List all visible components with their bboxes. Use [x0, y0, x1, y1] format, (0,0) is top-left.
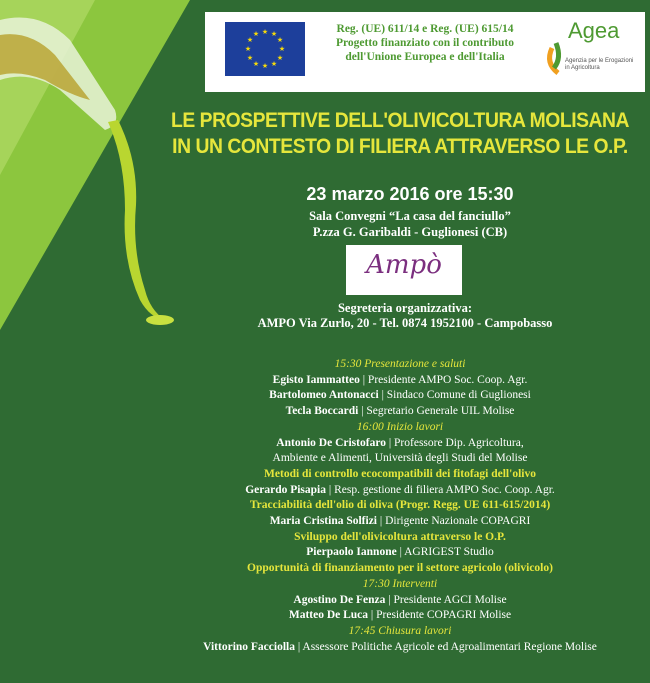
svg-text:★: ★	[278, 45, 286, 53]
speaker-role: Dirigente Nazionale COPAGRI	[385, 515, 531, 528]
speaker-role: AGRIGEST Studio	[404, 546, 494, 559]
organizer-info	[200, 301, 610, 331]
speaker-row: Matteo De Luca | Presidente COPAGRI Molise	[288, 609, 512, 622]
svg-text:★: ★	[246, 36, 254, 44]
talk-topic: Opportunità di finanziamento per il settore agricolo (olivicolo)	[247, 562, 553, 575]
speaker-role: Resp. gestione di filiera AMPO Soc. Coop. Agr.	[334, 483, 555, 496]
speaker-row: Antonio De Cristofaro | Professore Dip. Agricoltura,	[276, 436, 524, 449]
svg-text:★: ★	[261, 28, 269, 36]
talk-topic: Sviluppo dell'olivicoltura attraverso le O.P.	[294, 530, 506, 543]
speaker-role-cont: Ambiente e Alimenti, Università degli Studi del Molise	[272, 452, 528, 465]
speaker-row: Vittorino Facciolla | Assessore Politiche Agricole ed Agroalimentari Regione Molise	[203, 640, 597, 653]
title-line-1: LE PROSPETTIVE DELL'OLIVICOLTURA MOLISANA	[170, 109, 630, 132]
eu-flag-icon	[225, 22, 305, 76]
svg-text:★: ★	[276, 54, 284, 62]
speaker-row: Gerardo Pisapia | Resp. gestione di filiera AMPO Soc. Coop. Agr.	[245, 483, 555, 496]
speaker-row: Agostino De Fenza | Presidente AGCI Molise	[293, 593, 507, 606]
agea-subtitle: Agenzia per le Erogazioni in Agricoltura	[565, 58, 634, 71]
talk-topic: Metodi di controllo ecocompatibili dei fitofagi dell'olivo	[264, 467, 536, 480]
reg-line-3: dell'Unione Europea e dell'Italia	[345, 51, 505, 63]
program-time: 16:00 Inizio lavori	[356, 420, 444, 433]
speaker-role: Assessore Politiche Agricole ed Agroalimentari Regione Molise	[302, 640, 597, 653]
speaker-name: Matteo De Luca	[288, 609, 369, 622]
reg-line-1: Reg. (UE) 611/14 e Reg. (UE) 615/14	[336, 23, 514, 35]
program-time: 15:30 Presentazione e saluti	[334, 358, 466, 370]
page-title	[170, 108, 630, 160]
svg-text:★: ★	[252, 60, 260, 68]
speaker-row: Maria Cristina Solfizi | Dirigente Nazionale COPAGRI	[269, 515, 531, 528]
speaker-name: Antonio De Cristofaro	[276, 436, 386, 449]
ampo-logo-text: Ampò	[366, 250, 442, 280]
speaker-role: Presidente AMPO Soc. Coop. Agr.	[367, 373, 528, 386]
venue-line-2: P.zza G. Garibaldi - Guglionesi (CB)	[312, 225, 508, 239]
reg-line-2: Progetto finanziato con il contributo	[335, 37, 515, 49]
speaker-role: Presidente COPAGRI Molise	[376, 609, 512, 622]
speaker-role: Segretario Generale UIL Molise	[366, 405, 515, 418]
speaker-role: Professore Dip. Agricoltura,	[394, 436, 524, 449]
event-venue	[220, 208, 600, 240]
program-time: 17:45 Chiusura lavori	[348, 624, 452, 637]
speaker-row: Bartolomeo Antonacci | Sindaco Comune di Guglionesi	[269, 389, 531, 402]
svg-text:★: ★	[270, 60, 278, 68]
speaker-role: Sindaco Comune di Guglionesi	[386, 389, 531, 402]
speaker-role: Presidente AGCI Molise	[393, 593, 507, 606]
title-line-2: IN UN CONTESTO DI FILIERA ATTRAVERSO LE O.P.	[172, 135, 628, 158]
speaker-name: Pierpaolo Iannone	[306, 546, 397, 559]
talk-topic: Tracciabilità dell'olio di oliva (Progr. Regg. UE 611-615/2014)	[249, 499, 551, 512]
program-time: 17:30 Interventi	[362, 577, 438, 590]
segreteria-contact: AMPO Via Zurlo, 20 - Tel. 0874 1952100 - Campobasso	[257, 316, 553, 330]
svg-text:★: ★	[244, 45, 252, 53]
program	[150, 357, 650, 655]
speaker-name: Gerardo Pisapia	[245, 483, 327, 496]
svg-text:★: ★	[261, 62, 269, 70]
speaker-name: Maria Cristina Solfizi	[269, 515, 378, 528]
speaker-name: Bartolomeo Antonacci	[269, 389, 379, 402]
svg-text:★: ★	[270, 30, 278, 38]
funding-notice	[315, 22, 535, 64]
event-date: 23 marzo 2016 ore 15:30	[306, 184, 514, 204]
speaker-name: Egisto Iammatteo	[272, 373, 360, 386]
agea-name: Agea	[568, 18, 620, 43]
speaker-name: Tecla Boccardi	[285, 405, 359, 418]
svg-text:★: ★	[276, 36, 284, 44]
speaker-row: Pierpaolo Iannone | AGRIGEST Studio	[306, 546, 494, 559]
svg-text:★: ★	[246, 54, 254, 62]
segreteria-label: Segreteria organizzativa:	[337, 301, 473, 315]
svg-text:★: ★	[252, 30, 260, 38]
speaker-row: Tecla Boccardi | Segretario Generale UIL Molise	[285, 405, 515, 418]
venue-line-1: Sala Convegni “La casa del fanciullo”	[309, 209, 511, 223]
speaker-row: Egisto Iammatteo | Presidente AMPO Soc. Coop. Agr.	[272, 373, 528, 386]
speaker-name: Agostino De Fenza	[293, 593, 386, 606]
speaker-name: Vittorino Facciolla	[203, 640, 295, 653]
